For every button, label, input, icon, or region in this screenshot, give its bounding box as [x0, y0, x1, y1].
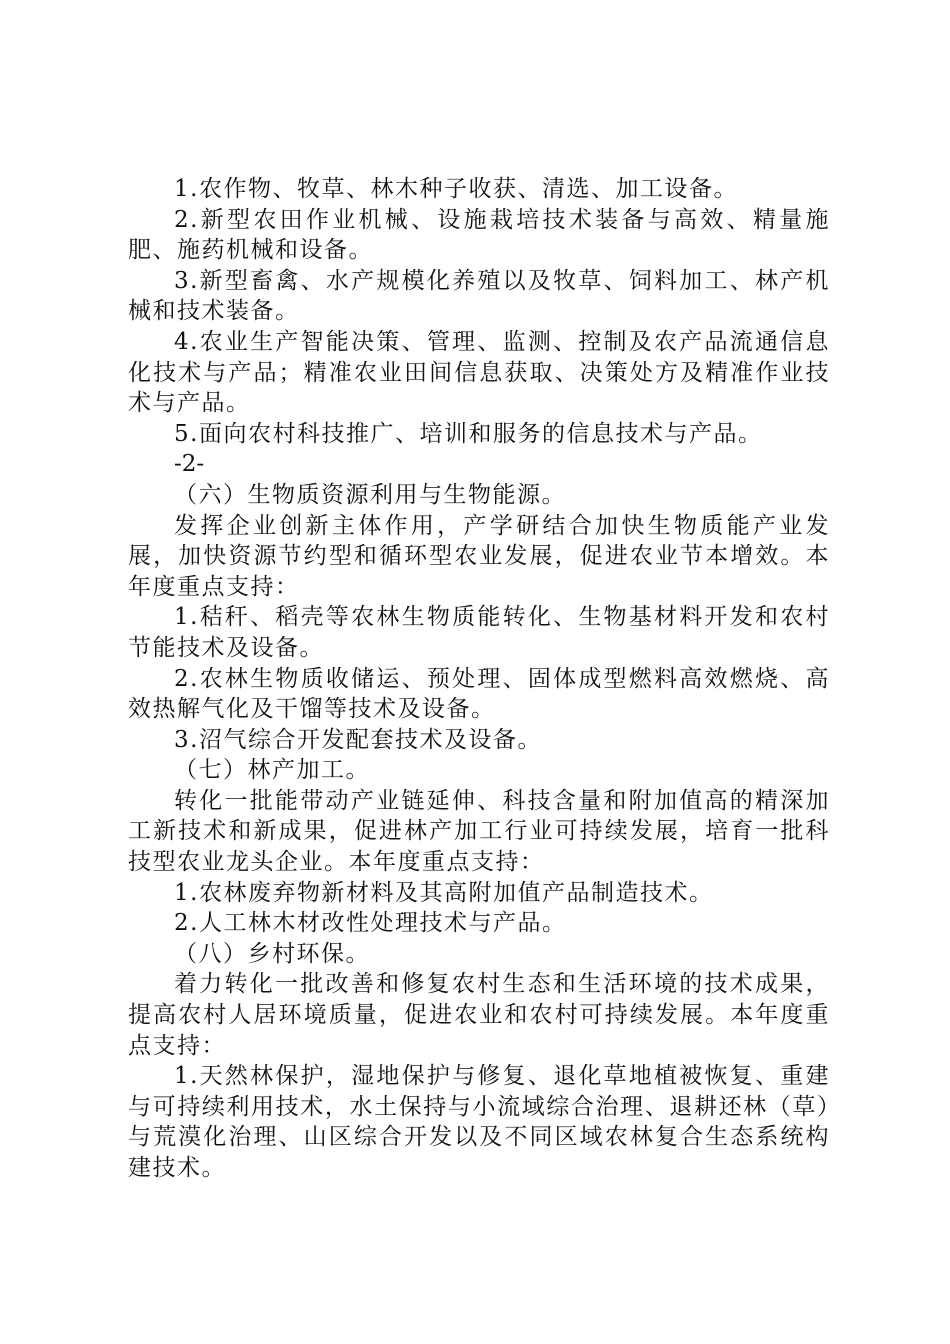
paragraph-forest-products-intro: 转化一批能带动产业链延伸、科技含量和附加值高的精深加工新技术和新成果，促进林产加工行业可持续发展，培育一批科技型农业龙头企业。本年度重点支持： — [128, 787, 830, 876]
paragraph-smart-agriculture: 4.农业生产智能决策、管理、监测、控制及农产品流通信息化技术与产品；精准农业田间信息获取、决策处方及精准作业技术与产品。 — [128, 328, 830, 417]
paragraph-biogas: 3.沼气综合开发配套技术及设备。 — [174, 726, 542, 753]
paragraph-seed-harvest: 1.农作物、牧草、林木种子收获、清选、加工设备。 — [174, 176, 738, 202]
paragraph-field-machinery: 2.新型农田作业机械、设施栽培技术装备与高效、精量施肥、施药机械和设备。 — [128, 206, 830, 264]
paragraph-rural-info-tech: 5.面向农村科技推广、培训和服务的信息技术与产品。 — [174, 420, 763, 447]
document-body — [128, 174, 830, 1184]
paragraph-biomass-processing: 2.农林生物质收储运、预处理、固体成型燃料高效燃烧、高效热解气化及干馏等技术及设备。 — [128, 665, 830, 723]
paragraph-biomass-intro: 发挥企业创新主体作用，产学研结合加快生物质能产业发展，加快资源节约型和循环型农业发展，促进农业节本增效。本年度重点支持： — [128, 512, 830, 600]
paragraph-ecosystem-protection: 1.天然林保护，湿地保护与修复、退化草地植被恢复、重建与可持续利用技术，水土保持与小流域综合治理、退耕还林（草）与荒漠化治理、山区综合开发以及不同区域农林复合生态系统构建技术。 — [128, 1063, 830, 1181]
paragraph-timber-modification: 2.人工林木材改性处理技术与产品。 — [174, 910, 567, 937]
section-heading-rural-environment: （八）乡村环保。 — [174, 940, 370, 967]
paragraph-waste-materials: 1.农林废弃物新材料及其高附加值产品制造技术。 — [174, 879, 714, 906]
page-number: -2- — [174, 451, 205, 478]
paragraph-livestock-aquaculture: 3.新型畜禽、水产规模化养殖以及牧草、饲料加工、林产机械和技术装备。 — [128, 267, 830, 325]
paragraph-straw-conversion: 1.秸秆、稻壳等农林生物质能转化、生物基材料开发和农村节能技术及设备。 — [128, 604, 830, 661]
paragraph-rural-environment-intro: 着力转化一批改善和修复农村生态和生活环境的技术成果，提高农村人居环境质量，促进农业和农村可持续发展。本年度重点支持： — [128, 971, 830, 1059]
section-heading-biomass: （六）生物质资源利用与生物能源。 — [174, 481, 566, 508]
section-heading-forest-products: （七）林产加工。 — [174, 757, 370, 784]
